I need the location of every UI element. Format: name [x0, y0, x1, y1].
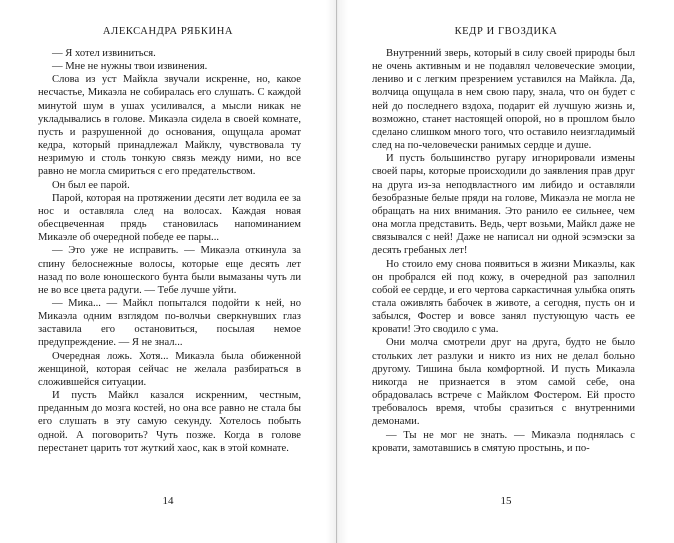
paragraph: И пусть Майкл казался искренним, честным, преданным до мозга костей, но она все равно не стала бы его слушать в эту самую секунду. Хотелось побыть одной. А поговорить? Чуть позже. Когда в голове перестанет царить тот жуткий хаос, как в этой комнате.	[38, 390, 301, 454]
gutter-shadow	[326, 0, 336, 543]
right-page	[337, 0, 674, 543]
running-header: КЕДР И ГВОЗДИКА	[454, 26, 558, 37]
running-header: АЛЕКСАНДРА РЯБКИНА	[102, 26, 234, 37]
paragraph: Парой, которая на протяжении десяти лет водила ее за нос и оставляла след на волосах. Каждая новая обесцвеченная прядь становилась напоминанием Микаэле об очередной победе ее пары...	[38, 192, 301, 244]
paragraph: — Это уже не исправить. — Микаэла откинула за спину белоснежные волосы, которые еще десять лет назад по воле юношеского бунта были вымазаны чуть ли не во все цвета радуги. — Тебе лучше уйти.	[38, 245, 301, 296]
page-number: 15	[500, 495, 512, 507]
body-text	[372, 47, 635, 455]
paragraph: — Мне не нужны твои извинения.	[52, 61, 208, 73]
paragraph: Они молча смотрели друг на друга, будто не было стольких лет разлуки и никто из них не делал больно другому. Тишина была комфортной. И пусть Микаэла никогда не признается в этом самой себе, она обрадовалась встрече с Майклом Фостером. Ей просто требовалось время, чтобы сразиться с внутренними демонами.	[372, 337, 635, 428]
gutter-shadow	[338, 0, 348, 543]
paragraph: — Ты не мог не знать. — Микаэла поднялась с кровати, замотавшись в смятую простынь, и по-	[372, 429, 635, 454]
page-number: 14	[162, 495, 174, 507]
paragraph: Он был ее парой.	[52, 179, 130, 191]
paragraph: Но стоило ему снова появиться в жизни Микаэлы, как он пробрался ей под кожу, в очередной раз заполнил собой ее сердце, и его чертова саркастичная улыбка опять стала оживлять бабочек в животе, а сегодня, пусть он и забылся, Фостер и вовсе занял пустующую часть ее кровати! Это сводило с ума.	[372, 258, 635, 336]
paragraph: Очередная ложь. Хотя... Микаэла была обиженной женщиной, которая сейчас не желала разбираться в сложившейся ситуации.	[38, 350, 301, 388]
paragraph: Слова из уст Майкла звучали искренне, но, какое несчастье, Микаэла не собиралась его слушать. С каждой минутой шум в ушах усиливался, а мысли никак не укладывались в голове. Микаэла сидела в своей комнате, пусть и разрушенной до основания, ощущала аромат кедра, который принадлежал Майклу, чувствовала ту незримую и столь тонкую связь между ними, но все равно не могла смириться с его предательством.	[38, 74, 301, 178]
paragraph: И пусть большинство ругару игнорировали измены своей пары, которые происходили до заявления прав друг на друга из-за неподвластного им либидо и оставляли безобразные белые пряди на голове, Микаэла не могла не обращать на них внимания. Это ранило ее сильнее, чем она могла представить. Ведь, черт возьми, Майкл даже не связывался с ней! Даже не написал ни одной эсэмэски за десять гребаных лет!	[372, 153, 635, 257]
body-text	[38, 47, 301, 455]
paragraph: — Мика... — Майкл попытался подойти к ней, но Микаэла одним взглядом по-волчьи сверкнувших глаз заставила его остановиться, посылая немое предупреждение. — Я не знал...	[38, 297, 301, 349]
paragraph: — Я хотел извиниться.	[52, 48, 156, 59]
paragraph: Внутренний зверь, который в силу своей природы был не очень активным и не подавлял человеческие эмоции, лениво и с легким презрением уставился на Майкла. Да, волчица ощущала в нем свою пару, знала, что он будет с ней до последнего вздоха, подарит ей лучшую жизнь и, возможно, станет настоящей опорой, но в прошлом было сделано слишком много того, что оставило неизгладимый след на по-человечески ранимых сердце и душе.	[372, 48, 635, 152]
